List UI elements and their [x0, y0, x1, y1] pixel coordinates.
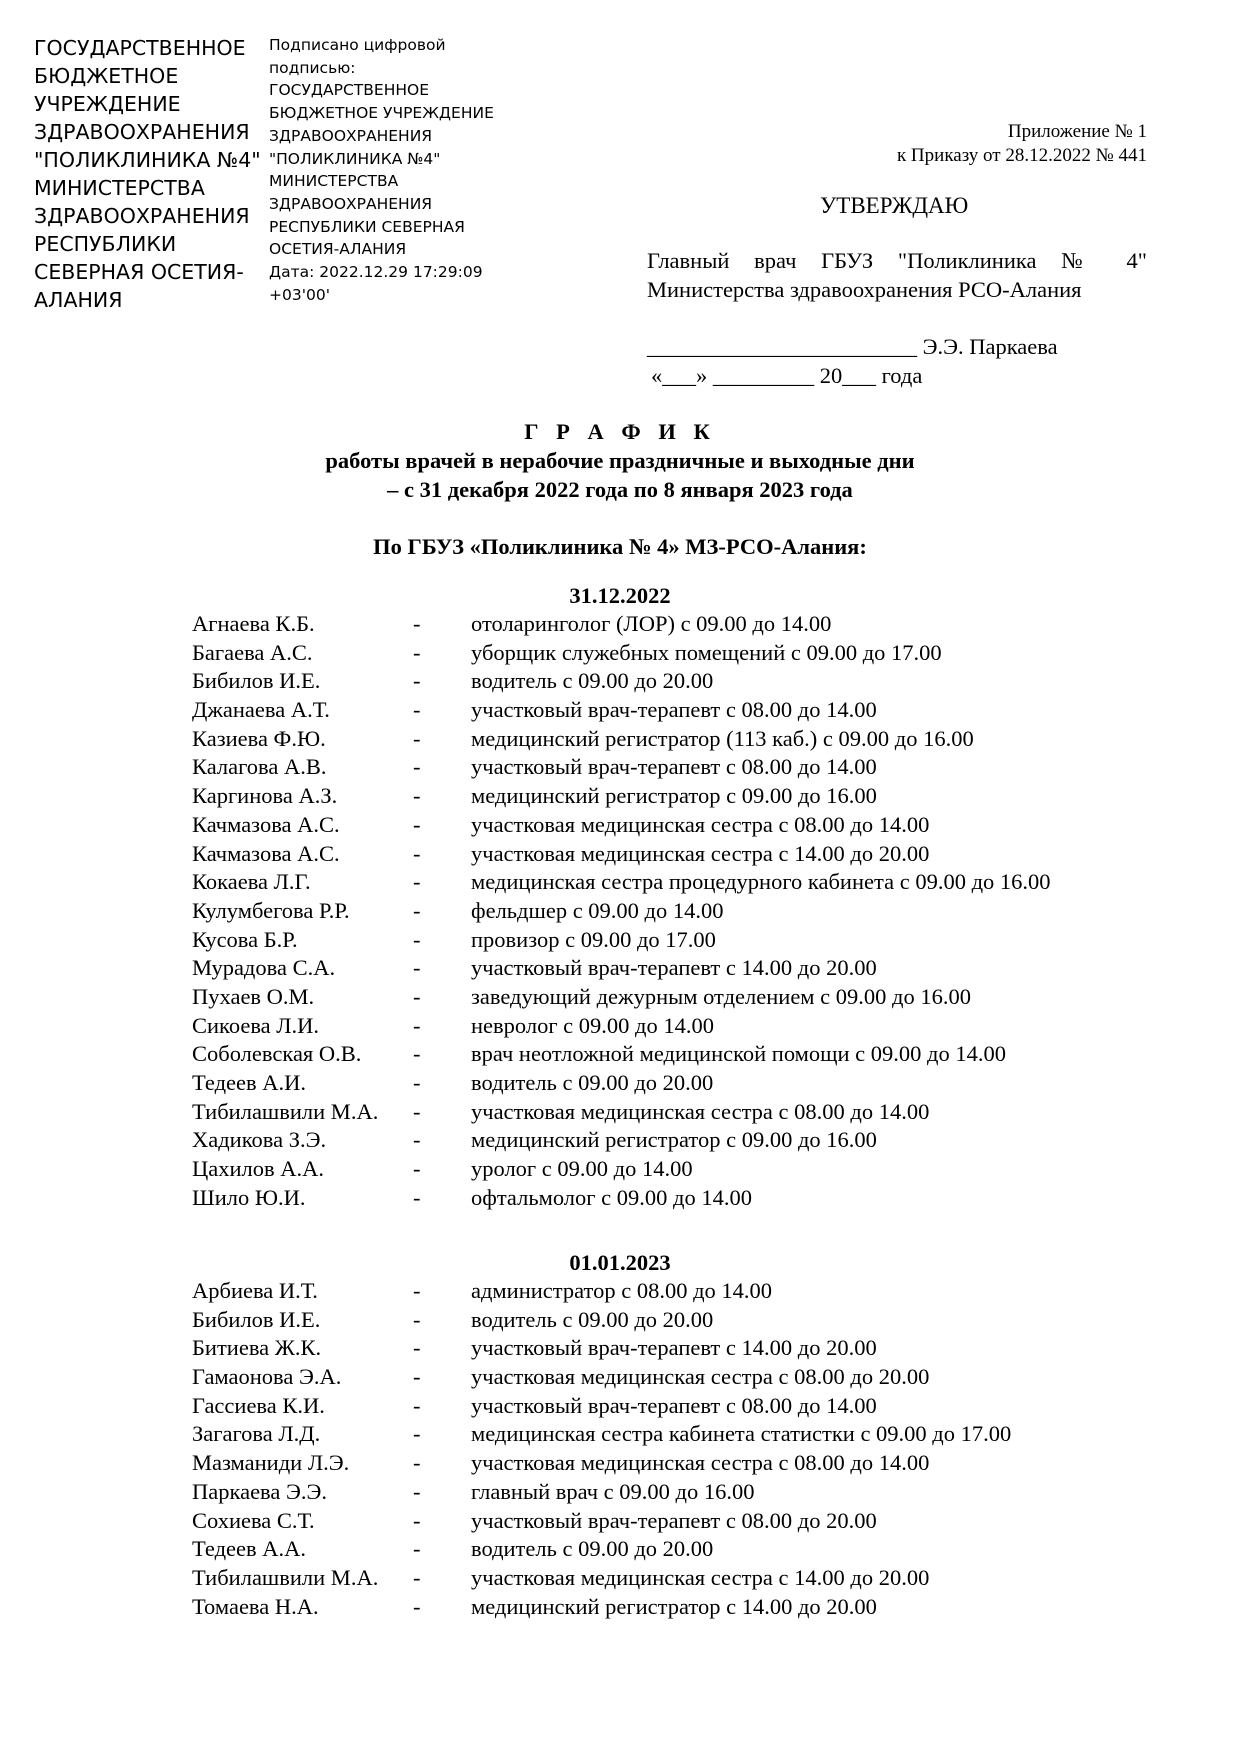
- staff-name: Мазманиди Л.Э.: [192, 1450, 350, 1476]
- separator: -: [413, 725, 421, 751]
- staff-name: Тедеев А.А.: [192, 1536, 306, 1562]
- separator: -: [413, 1536, 421, 1562]
- staff-name: Пухаев О.М.: [192, 983, 315, 1009]
- separator: -: [413, 639, 421, 665]
- staff-duty: отоларинголог (ЛОР) с 09.00 до 14.00: [471, 611, 832, 636]
- staff-duty: уролог с 09.00 до 14.00: [471, 1156, 693, 1182]
- schedule-row: [0, 1306, 1240, 1335]
- staff-duty: участковый врач-терапевт с 08.00 до 14.00: [471, 697, 877, 723]
- staff-name: Кусова Б.Р.: [192, 926, 298, 952]
- schedule-row: [0, 926, 1240, 955]
- separator: -: [413, 611, 421, 636]
- schedule-row: [0, 1392, 1240, 1421]
- staff-name: Сикоева Л.И.: [192, 1012, 320, 1038]
- organization-heading: По ГБУЗ «Поликлиника № 4» МЗ-РСО-Алания:: [373, 534, 867, 559]
- staff-name: Мурадова С.А.: [192, 955, 336, 981]
- separator: -: [413, 1392, 421, 1418]
- separator: -: [413, 1364, 421, 1390]
- staff-duty: медицинская сестра процедурного кабинета с 09.00 до 16.00: [471, 869, 1051, 895]
- staff-duty: участковый врач-терапевт с 08.00 до 20.00: [471, 1507, 877, 1533]
- staff-duty: фельдшер с 09.00 до 14.00: [471, 897, 724, 923]
- staff-name: Цахилов А.А.: [192, 1156, 325, 1182]
- signature-info-line: ГОСУДАРСТВЕННОЕ: [269, 81, 430, 100]
- staff-duty: участковый врач-терапевт с 14.00 до 20.00: [471, 1335, 877, 1361]
- staff-name: Кокаева Л.Г.: [192, 869, 311, 895]
- schedule-row: [0, 897, 1240, 926]
- schedule-row: [0, 1277, 1240, 1306]
- schedule-row: [0, 1478, 1240, 1507]
- signature-info-line: "ПОЛИКЛИНИКА №4": [269, 149, 441, 168]
- staff-name: Гамаонова Э.А.: [192, 1364, 342, 1390]
- staff-name: Шило Ю.И.: [192, 1184, 306, 1210]
- signature-org-line: СЕВЕРНАЯ ОСЕТИЯ-: [34, 260, 244, 284]
- staff-duty: медицинский регистратор с 09.00 до 16.00: [471, 783, 877, 809]
- separator: -: [413, 1421, 421, 1447]
- schedule-row: [0, 1593, 1240, 1622]
- signature-info-line: +03'00': [269, 285, 330, 304]
- separator: -: [413, 754, 421, 780]
- separator: -: [413, 1335, 421, 1361]
- staff-duty: провизор с 09.00 до 17.00: [471, 926, 716, 952]
- signature-info-line: МИНИСТЕРСТВА: [269, 172, 399, 191]
- schedule-row: [0, 1012, 1240, 1041]
- schedule-row: [0, 1126, 1240, 1155]
- staff-name: Багаева А.С.: [192, 639, 313, 665]
- separator: -: [413, 1098, 421, 1124]
- schedule-row: [0, 1420, 1240, 1449]
- staff-name: Соболевская О.В.: [192, 1041, 362, 1067]
- separator: -: [413, 869, 421, 895]
- signature-org-line: ЗДРАВООХРАНЕНИЯ: [34, 120, 250, 144]
- staff-name: Джанаева А.Т.: [192, 697, 330, 723]
- schedule-row: [0, 1363, 1240, 1392]
- separator: -: [413, 1564, 421, 1590]
- separator: -: [413, 668, 421, 694]
- staff-duty: участковый врач-терапевт с 08.00 до 14.00: [471, 754, 877, 780]
- chief-title-line: Главный врач ГБУЗ "Поликлиника № 4": [647, 248, 1147, 273]
- signature-org-line: АЛАНИЯ: [34, 288, 123, 312]
- schedule-row: [0, 1069, 1240, 1098]
- signature-org-line: ГОСУДАРСТВЕННОЕ: [34, 36, 246, 60]
- schedule-row: [0, 639, 1240, 668]
- date-line: «___» _________ 20___ года: [651, 363, 923, 388]
- separator: -: [413, 1478, 421, 1504]
- schedule-row: [0, 811, 1240, 840]
- staff-duty: участковая медицинская сестра с 08.00 до 14.00: [471, 1098, 930, 1124]
- staff-name: Качмазова А.С.: [192, 840, 340, 866]
- separator: -: [413, 1306, 421, 1332]
- schedule-row: [0, 753, 1240, 782]
- schedule-list: [0, 610, 1240, 1212]
- staff-name: Гассиева К.И.: [192, 1392, 325, 1418]
- day-heading: 01.01.2023: [569, 1250, 671, 1275]
- staff-name: Хадикова З.Э.: [192, 1127, 327, 1153]
- separator: -: [413, 955, 421, 981]
- schedule-row: [0, 1334, 1240, 1363]
- separator: -: [413, 1041, 421, 1067]
- staff-duty: участковая медицинская сестра с 14.00 до 20.00: [471, 840, 930, 866]
- schedule-row: [0, 954, 1240, 983]
- staff-name: Загагова Л.Д.: [192, 1421, 321, 1447]
- staff-duty: участковая медицинская сестра с 08.00 до 14.00: [471, 1450, 930, 1476]
- signature-info-line: подписью:: [269, 58, 356, 77]
- signature-info-line: БЮДЖЕТНОЕ УЧРЕЖДЕНИЕ: [269, 104, 494, 123]
- signature-info-line: РЕСПУБЛИКИ СЕВЕРНАЯ: [269, 217, 465, 236]
- staff-duty: невролог с 09.00 до 14.00: [471, 1012, 714, 1038]
- signature-org-line: УЧРЕЖДЕНИЕ: [34, 92, 181, 116]
- schedule-row: [0, 696, 1240, 725]
- schedule-row: [0, 1535, 1240, 1564]
- schedule-row: [0, 782, 1240, 811]
- staff-name: Качмазова А.С.: [192, 811, 340, 837]
- schedule-row: [0, 1098, 1240, 1127]
- staff-name: Тедеев А.И.: [192, 1070, 306, 1095]
- separator: -: [413, 811, 421, 837]
- staff-name: Арбиева И.Т.: [192, 1278, 318, 1303]
- staff-duty: администратор с 08.00 до 14.00: [471, 1278, 773, 1303]
- separator: -: [413, 1507, 421, 1533]
- staff-name: Казиева Ф.Ю.: [192, 725, 326, 751]
- staff-duty: участковый врач-терапевт с 08.00 до 14.00: [471, 1392, 877, 1418]
- separator: -: [413, 1127, 421, 1153]
- approve-heading: УТВЕРЖДАЮ: [820, 193, 969, 218]
- document-period: – с 31 декабря 2022 года по 8 января 2023 года: [387, 477, 853, 502]
- staff-duty: водитель с 09.00 до 20.00: [471, 1306, 714, 1332]
- separator: -: [413, 1184, 421, 1210]
- staff-duty: участковая медицинская сестра с 08.00 до 14.00: [471, 811, 930, 837]
- signature-line: ________________________ Э.Э. Паркаева: [647, 334, 1058, 359]
- staff-name: Томаева Н.А.: [192, 1593, 319, 1619]
- staff-duty: водитель с 09.00 до 20.00: [471, 668, 714, 694]
- staff-duty: медицинский регистратор (113 каб.) с 09.00 до 16.00: [471, 725, 974, 751]
- separator: -: [413, 840, 421, 866]
- staff-duty: врач неотложной медицинской помощи с 09.00 до 14.00: [471, 1041, 1006, 1067]
- separator: -: [413, 926, 421, 952]
- staff-duty: медицинский регистратор с 14.00 до 20.00: [471, 1593, 877, 1619]
- signature-info-line: ОСЕТИЯ-АЛАНИЯ: [269, 240, 407, 259]
- separator: -: [413, 1012, 421, 1038]
- separator: -: [413, 1450, 421, 1476]
- staff-name: Битиева Ж.К.: [192, 1335, 322, 1361]
- staff-duty: водитель с 09.00 до 20.00: [471, 1070, 714, 1095]
- chief-doctor-title: [647, 246, 1147, 304]
- signature-org-name: [34, 34, 274, 314]
- signature-org-line: "ПОЛИКЛИНИКА №4": [34, 148, 261, 172]
- staff-duty: участковая медицинская сестра с 14.00 до 20.00: [471, 1564, 930, 1590]
- signature-info: [269, 34, 519, 306]
- signature-org-line: МИНИСТЕРСТВА: [34, 176, 205, 200]
- separator: -: [413, 1278, 421, 1303]
- signature-info-line: ЗДРАВООХРАНЕНИЯ: [269, 194, 433, 213]
- schedule-row: [0, 610, 1240, 639]
- staff-duty: водитель с 09.00 до 20.00: [471, 1536, 714, 1562]
- staff-duty: участковый врач-терапевт с 14.00 до 20.00: [471, 955, 877, 981]
- staff-duty: уборщик служебных помещений с 09.00 до 17.00: [471, 639, 942, 665]
- staff-duty: заведующий дежурным отделением с 09.00 до 16.00: [471, 983, 971, 1009]
- schedule-row: [0, 840, 1240, 869]
- day-heading: 31.12.2022: [569, 583, 671, 608]
- appendix-note: [897, 120, 1147, 168]
- staff-name: Каргинова А.З.: [192, 783, 338, 809]
- schedule-row: [0, 983, 1240, 1012]
- signature-info-line: Дата: 2022.12.29 17:29:09: [269, 263, 483, 282]
- separator: -: [413, 1593, 421, 1619]
- separator: -: [413, 983, 421, 1009]
- chief-title-line: Министерства здравоохранения РСО-Алания: [647, 277, 1082, 302]
- schedule-list: [0, 1277, 1240, 1621]
- staff-duty: офтальмолог с 09.00 до 14.00: [471, 1184, 752, 1210]
- schedule-row: [0, 725, 1240, 754]
- staff-name: Агнаева К.Б.: [192, 611, 315, 636]
- document-title: Г Р А Ф И К: [524, 419, 716, 444]
- staff-name: Тибилашвили М.А.: [192, 1564, 379, 1590]
- schedule-row: [0, 1184, 1240, 1213]
- signature-org-line: РЕСПУБЛИКИ: [34, 232, 177, 256]
- separator: -: [413, 697, 421, 723]
- schedule-row: [0, 868, 1240, 897]
- staff-duty: главный врач с 09.00 до 16.00: [471, 1478, 755, 1504]
- staff-duty: медицинская сестра кабинета статистки с 09.00 до 17.00: [471, 1421, 1012, 1447]
- schedule-row: [0, 1507, 1240, 1536]
- separator: -: [413, 897, 421, 923]
- separator: -: [413, 783, 421, 809]
- schedule-row: [0, 1040, 1240, 1069]
- schedule-row: [0, 1155, 1240, 1184]
- order-reference: к Приказу от 28.12.2022 № 441: [896, 145, 1147, 166]
- staff-duty: медицинский регистратор с 09.00 до 16.00: [471, 1127, 877, 1153]
- schedule-row: [0, 1564, 1240, 1593]
- signature-info-line: ЗДРАВООХРАНЕНИЯ: [269, 126, 433, 145]
- staff-name: Калагова А.В.: [192, 754, 327, 780]
- separator: -: [413, 1156, 421, 1182]
- document-subtitle: работы врачей в нерабочие праздничные и выходные дни: [325, 448, 915, 473]
- schedule-row: [0, 1449, 1240, 1478]
- signature-info-line: Подписано цифровой: [269, 36, 446, 54]
- staff-name: Бибилов И.Е.: [192, 1306, 321, 1332]
- appendix-line: Приложение № 1: [1007, 121, 1147, 142]
- staff-name: Бибилов И.Е.: [192, 668, 321, 694]
- separator: -: [413, 1070, 421, 1095]
- staff-name: Тибилашвили М.А.: [192, 1098, 379, 1124]
- schedule-row: [0, 667, 1240, 696]
- staff-name: Сохиева С.Т.: [192, 1507, 315, 1533]
- staff-name: Кулумбегова Р.Р.: [192, 897, 350, 923]
- staff-duty: участковая медицинская сестра с 08.00 до 20.00: [471, 1364, 930, 1390]
- staff-name: Паркаева Э.Э.: [192, 1478, 327, 1504]
- signature-org-line: ЗДРАВООХРАНЕНИЯ: [34, 204, 250, 228]
- signature-org-line: БЮДЖЕТНОЕ: [34, 64, 179, 88]
